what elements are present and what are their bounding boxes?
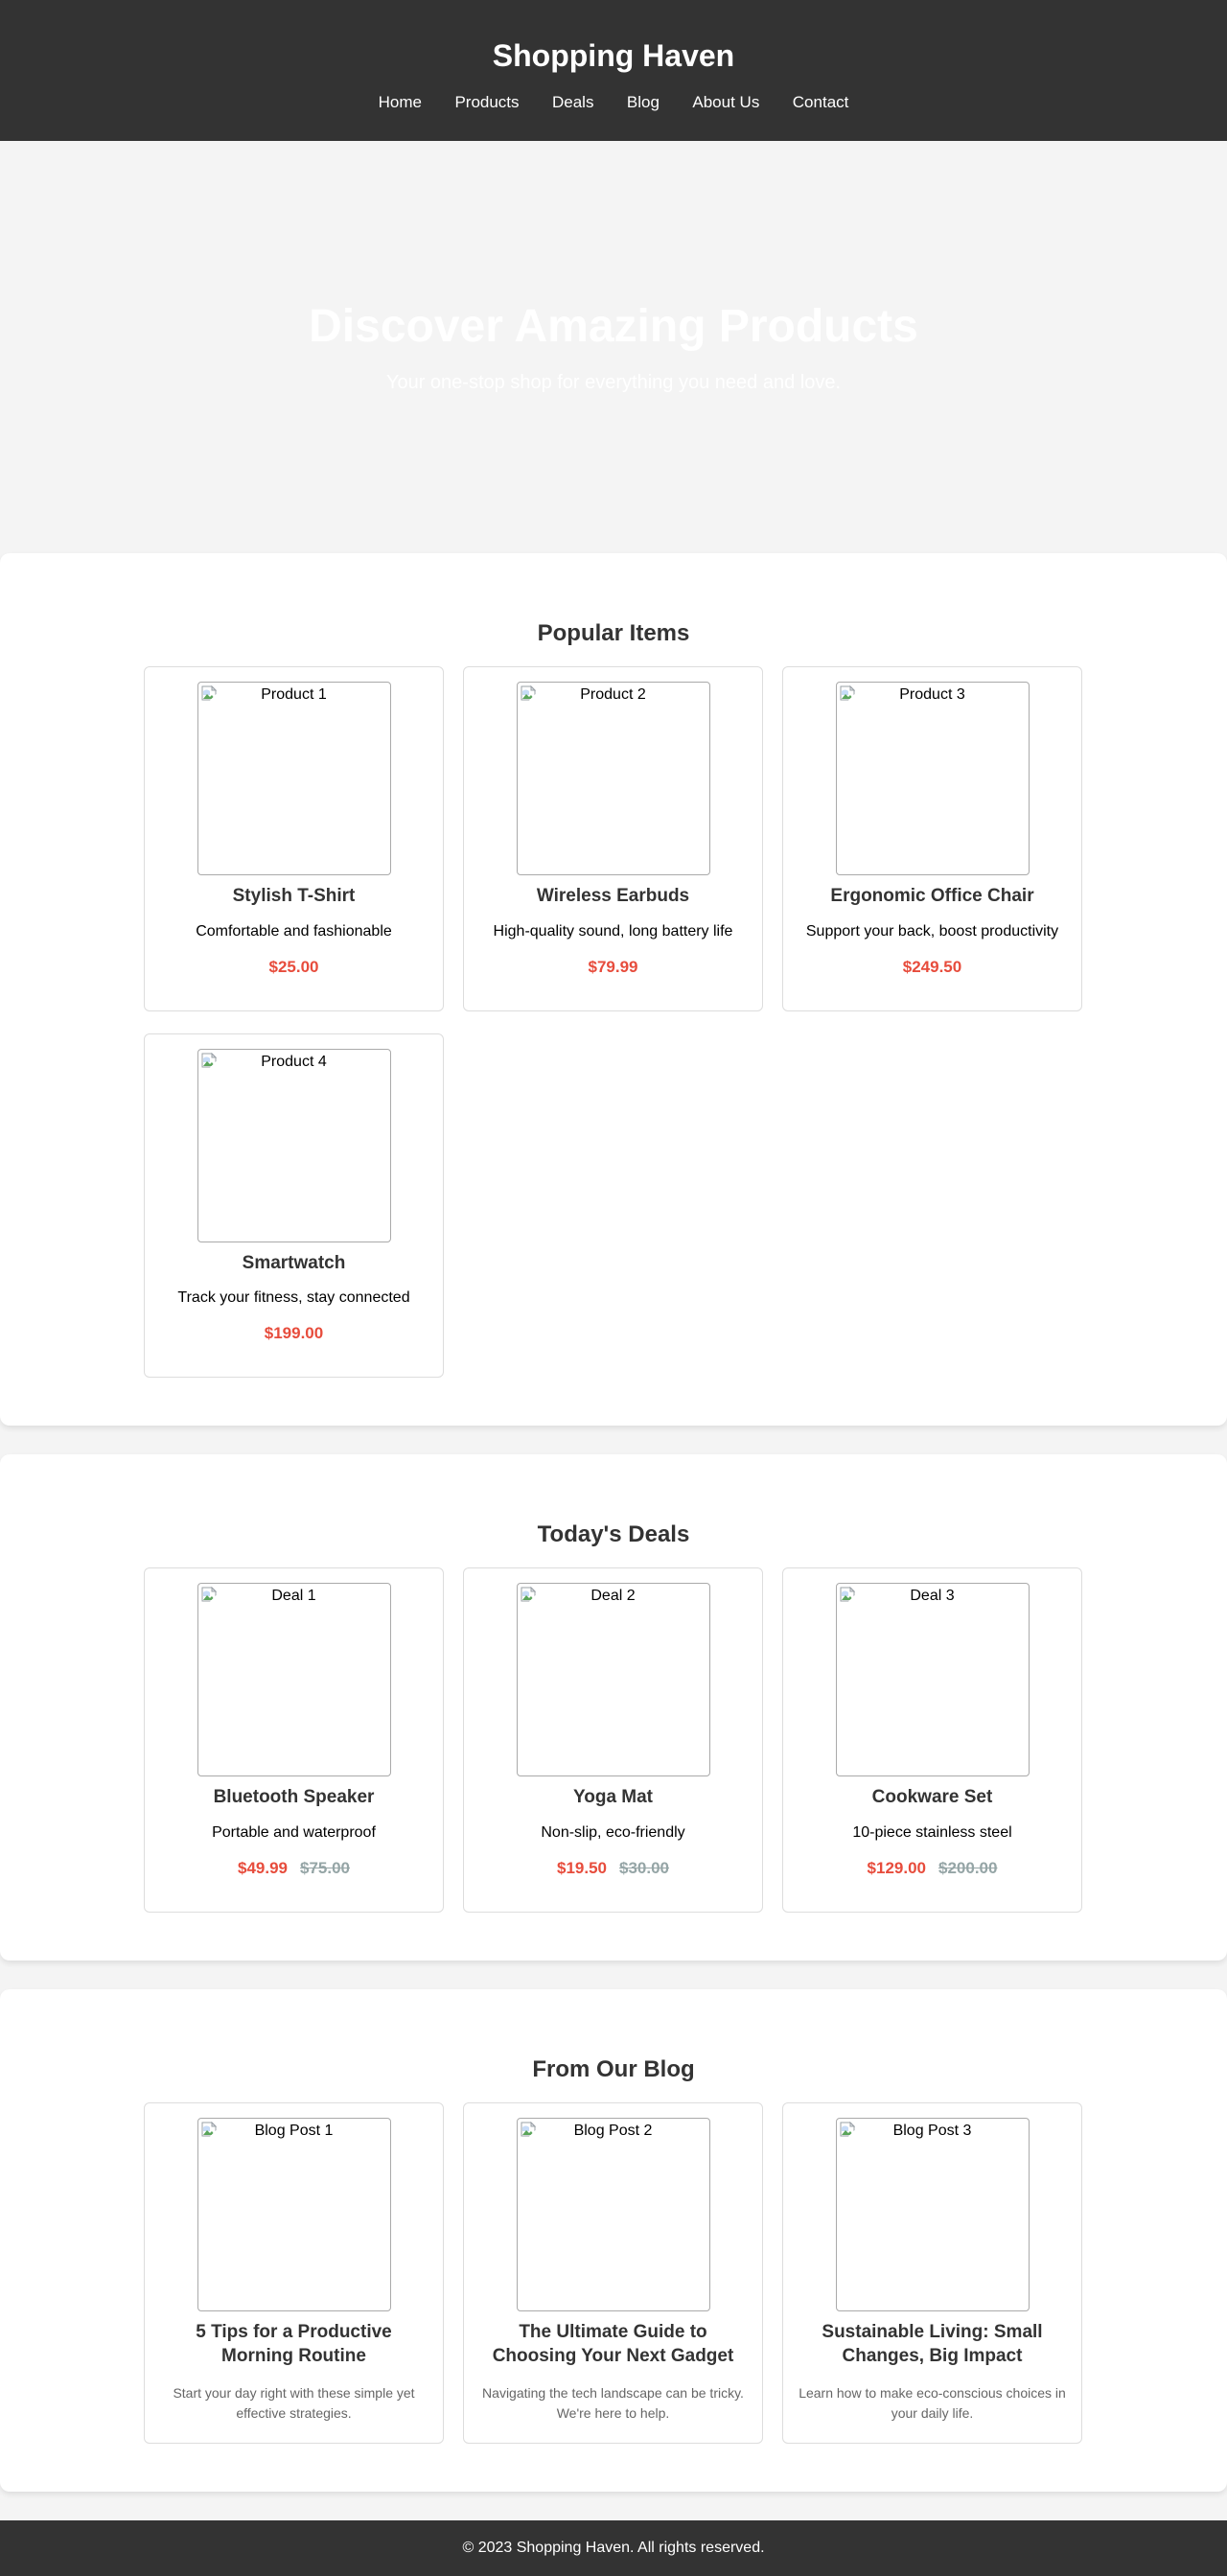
broken-image-icon — [840, 685, 855, 701]
section-blog — [0, 1989, 1227, 2492]
product-card[interactable] — [782, 666, 1082, 1011]
blog-post-excerpt: Start your day right with these simple yet effective strategies. — [173, 2385, 415, 2421]
nav-link-products[interactable]: Products — [454, 93, 520, 111]
hero-title: Discover Amazing Products — [309, 301, 918, 352]
product-name: Stylish T-Shirt — [232, 886, 356, 906]
broken-image-icon — [521, 2122, 536, 2137]
product-description: Track your fitness, stay connected — [177, 1289, 410, 1307]
product-price: $199.00 — [264, 1324, 324, 1343]
deal-price-current: $49.99 — [238, 1859, 288, 1878]
deal-description: Non-slip, eco-friendly — [541, 1824, 685, 1842]
product-name: Smartwatch — [242, 1252, 346, 1273]
product-image-placeholder — [197, 1049, 391, 1242]
section-title: Popular Items — [537, 620, 690, 646]
nav-link-about-us[interactable]: About Us — [692, 93, 760, 111]
blog-card[interactable] — [782, 2102, 1082, 2444]
blog-image-placeholder — [517, 2118, 710, 2311]
deal-price-original: $200.00 — [938, 1859, 998, 1878]
deal-card[interactable] — [463, 1567, 763, 1913]
product-price: $249.50 — [902, 957, 962, 976]
image-alt-text: Product 1 — [261, 686, 327, 703]
broken-image-icon — [521, 1587, 536, 1602]
section-title: Today's Deals — [537, 1521, 690, 1548]
product-image-placeholder — [836, 682, 1030, 875]
product-description: Support your back, boost productivity — [805, 922, 1059, 940]
deal-price-current: $19.50 — [557, 1859, 607, 1878]
deal-price-line — [478, 1859, 748, 1878]
product-card-grid — [144, 666, 1083, 1378]
deal-price-original: $30.00 — [619, 1859, 669, 1878]
deal-name: Yoga Mat — [572, 1787, 654, 1808]
deal-description: Portable and waterproof — [212, 1824, 376, 1842]
blog-post-title: 5 Tips for a Productive Morning Routine — [196, 2322, 392, 2366]
image-alt-text: Deal 3 — [910, 1588, 955, 1605]
deal-name: Cookware Set — [871, 1787, 993, 1808]
deal-image-placeholder — [517, 1583, 710, 1776]
copyright-text: © 2023 Shopping Haven. All rights reserved. — [462, 2540, 765, 2557]
section-title: From Our Blog — [532, 2056, 695, 2083]
blog-post-title: The Ultimate Guide to Choosing Your Next Gadget — [492, 2322, 734, 2366]
image-alt-text: Product 2 — [580, 686, 646, 703]
product-description: Comfortable and fashionable — [196, 922, 392, 940]
product-price: $79.99 — [588, 957, 638, 976]
blog-card[interactable] — [144, 2102, 444, 2444]
deal-image-placeholder — [836, 1583, 1030, 1776]
image-alt-text: Deal 1 — [271, 1588, 316, 1605]
hero-subtitle: Your one-stop shop for everything you need and love. — [385, 372, 842, 393]
deal-card[interactable] — [144, 1567, 444, 1913]
site-title: Shopping Haven — [492, 38, 735, 73]
blog-image-placeholder — [197, 2118, 391, 2311]
nav-link-home[interactable]: Home — [378, 93, 422, 111]
image-alt-text: Blog Post 3 — [892, 2123, 972, 2140]
hero-banner — [0, 141, 1227, 524]
section-popular-items — [0, 553, 1227, 1426]
deal-price-line — [798, 1859, 1067, 1878]
broken-image-icon — [521, 685, 536, 701]
product-card[interactable] — [144, 666, 444, 1011]
broken-image-icon — [201, 2122, 217, 2137]
blog-post-excerpt: Learn how to make eco-conscious choices in your daily life. — [799, 2385, 1066, 2421]
deal-price-original: $75.00 — [300, 1859, 350, 1878]
broken-image-icon — [201, 685, 217, 701]
product-name: Ergonomic Office Chair — [830, 886, 1034, 906]
deal-price-line — [159, 1859, 428, 1878]
footer — [0, 2520, 1227, 2576]
product-card[interactable] — [144, 1033, 444, 1379]
blog-post-excerpt: Navigating the tech landscape can be tricky. We're here to help. — [482, 2385, 744, 2421]
broken-image-icon — [840, 1587, 855, 1602]
deal-image-placeholder — [197, 1583, 391, 1776]
deal-price-current: $129.00 — [867, 1859, 926, 1878]
product-price: $25.00 — [268, 957, 319, 976]
broken-image-icon — [840, 2122, 855, 2137]
product-card[interactable] — [463, 666, 763, 1011]
blog-image-placeholder — [836, 2118, 1030, 2311]
deal-name: Bluetooth Speaker — [213, 1787, 375, 1808]
product-name: Wireless Earbuds — [536, 886, 690, 906]
deal-description: 10-piece stainless steel — [852, 1824, 1012, 1842]
product-image-placeholder — [517, 682, 710, 875]
broken-image-icon — [201, 1053, 217, 1068]
image-alt-text: Deal 2 — [590, 1588, 636, 1605]
header — [0, 0, 1227, 141]
image-alt-text: Blog Post 2 — [573, 2123, 653, 2140]
nav-link-blog[interactable]: Blog — [626, 93, 660, 111]
product-description: High-quality sound, long battery life — [493, 922, 733, 940]
deal-card[interactable] — [782, 1567, 1082, 1913]
blog-card[interactable] — [463, 2102, 763, 2444]
image-alt-text: Product 4 — [261, 1053, 327, 1070]
section-todays-deals — [0, 1454, 1227, 1961]
deal-card-grid — [144, 1567, 1083, 1913]
main-nav — [0, 93, 1227, 112]
blog-card-grid — [144, 2102, 1083, 2444]
nav-link-contact[interactable]: Contact — [792, 93, 849, 111]
image-alt-text: Blog Post 1 — [254, 2123, 334, 2140]
nav-link-deals[interactable]: Deals — [551, 93, 594, 111]
product-image-placeholder — [197, 682, 391, 875]
image-alt-text: Product 3 — [899, 686, 965, 703]
blog-post-title: Sustainable Living: Small Changes, Big Impact — [822, 2322, 1043, 2366]
broken-image-icon — [201, 1587, 217, 1602]
